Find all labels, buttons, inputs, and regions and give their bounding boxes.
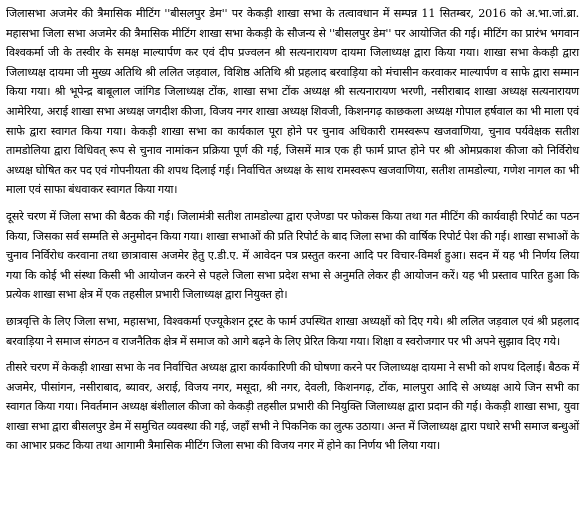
paragraph-gap	[6, 305, 579, 312]
paragraph-scholarship: छात्रवृत्ति के लिए जिला सभा, महासभा, विश्वकर्मा एज्यूकेशन ट्रस्ट के फार्म उपस्थित शाखा अध्यक्षों को दिए गये। श्री ललित जड़वाल एवं श्री प्रहलाद बरवाड़िया ने समाज संगठन व राजनैतिक क्षेत्र में समाज को आगे बढ़ने के लिए प्रेरित किया गया। शिक्षा व स्वरोजगार पर भी अपने सुझाव दिए गये।	[6, 314, 579, 348]
paragraph-third-phase: तीसरे चरण में केकड़ी शाखा सभा के नव निर्वाचित अध्यक्ष द्वारा कार्यकारिणी की घोषणा करने पर जिलाध्यक्ष दायमा ने सभी को शपथ दिलाई। बैठक में अजमेर, पीसांगन, नसीराबाद, ब्यावर, अराई, विजय नगर, मसूदा, श्री नगर, देवली, किशनगढ़, टोंक, मालपुरा आदि से अध्यक्ष आये जिन सभी का स्वागत किया गया। निवर्तमान अध्यक्ष बंशीलाल कीजा को केकड़ी तहसील प्रभारी की नियुक्ति जिलाध्यक्ष द्वारा प्रदान की गई। केकड़ी शाखा सभा, युवा शाखा सभा द्वारा बीसलपुर डेम में समुचित व्यवस्था की गई, जहाँ सभी ने पिकनिक का लुत्फ उठाया। अन्त में जिलाध्यक्ष द्वारा पधारे सभी समाज बन्धुओं का आभार प्रकट किया तथा आगामी त्रैमासिक मीटिंग जिला सभा की विजय नगर में होने का निर्णय भी लिया गया।	[6, 361, 579, 453]
paragraph-gap	[6, 200, 579, 207]
paragraph-gap	[6, 351, 579, 358]
paragraph-second-phase: दूसरे चरण में जिला सभा की बैठक की गई। जिलामंत्री सतीश तामडोल्या द्वारा एजेण्डा पर फोकस किया तथा गत मीटिंग की कार्यवाही रिपोर्ट का पठन किया, जिसका सर्व सम्मति से अनुमोदन किया गया। शाखा सभाओं की प्रति रिपोर्ट के बाद जिला सभा की वार्षिक रिपोर्ट पेश की गई। शाखा सभाओं के चुनाव निर्विरोध करवाना तथा छात्रावास अजमेर हेतु ए.डी.ए. में आवेदन पत्र प्रस्तुत करना आदि पर विचार-विमर्श हुआ। सदन में यह भी निर्णय लिया गया कि कोई भी संस्था किसी भी आयोजन करने से पहले जिला सभा प्रदेश सभा से अनुमति लेकर ही आयोजन करें। यह भी प्रस्ताव पारित हुआ कि प्रत्येक शाखा सभा क्षेत्र में एक तहसील प्रभारी जिलाध्यक्ष द्वारा नियुक्त हो।	[6, 209, 579, 302]
paragraph-meeting-intro: जिलासभा अजमेर की त्रैमासिक मीटिंग ''बीसलपुर डेम'' पर केकड़ी शाखा सभा के तत्वावधान में सम्पन्न 11 सितम्बर, 2016 को अ.भा.जां.ब्रा. महासभा जिला सभा अजमेर की त्रैमासिक मीटिंग शाखा सभा केकड़ी के सौजन्य से ''बीसलपुर डेम'' पर आयोजित की गई। मीटिंग का प्रारंभ भगवान विश्वकर्मा जी के तस्वीर के समक्ष माल्यार्पण कर एवं दीप प्रज्वलन श्री सत्यनारायण दायमा जिलाध्यक्ष द्वारा किया गया। शाखा सभा केकड़ी द्वारा जिलाध्यक्ष दायमा जी मुख्य अतिथि श्री ललित जड़वाल, विशिष्ठ अतिथि श्री प्रहलाद बरवाड़िया को मंचासीन करवाकर माल्यार्पण व साफे द्वारा सम्मान किया गया। श्री भूपेन्द्र बाबूलाल जांगिड जिलाध्यक्ष टोंक, शाखा सभा टोंक अध्यक्ष श्री सत्यनारायण भरणी, नसीराबाद शाखा अध्यक्ष सत्यनारायण आमेरिया, अराई शाखा सभा अध्यक्ष जगदीश कीजा, विजय नगर शाखा अध्यक्ष शिवजी, किशनगढ़ काछकला अध्यक्ष गोपाल हर्षवाल का भी माला एवं साफे द्वारा स्वागत किया गया। केकड़ी शाखा सभा का कार्यकाल पूरा होने पर चुनाव अधिकारी रामस्वरूप खजवाणिया, चुनाव पर्यवेक्षक सतीश तामडोलिया द्वारा विधिवत् रूप से चुनाव नामांकन प्रक्रिया पूर्ण की गई, जिसमें मात्र एक ही फार्म प्राप्त होने पर श्री ओमप्रकाश कीजा को निर्विरोध अध्यक्ष घोषित कर पद एवं गोपनीयता की शपथ दिलाई गई। निर्वाचित अध्यक्ष के साथ रामस्वरूप खजवाणिया, सतीश तामडोल्या, गणेश नागल का भी माला एवं साफा बंधवाकर स्वागत किया गया।	[6, 7, 579, 197]
